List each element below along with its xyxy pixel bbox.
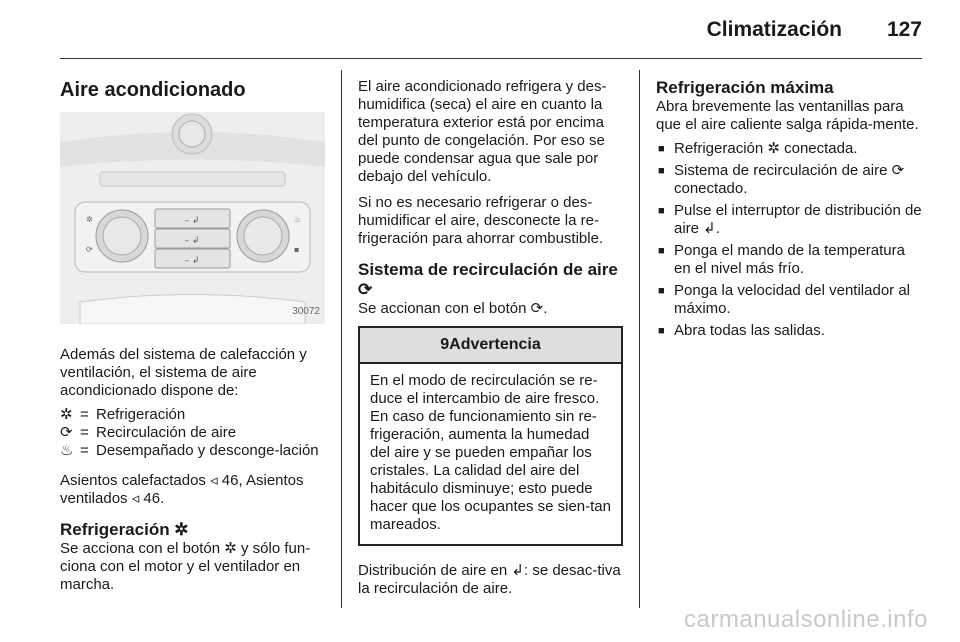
max-cooling-intro: Abra brevemente las ventanillas para que el aire caliente salga rápida-mente. [656, 98, 919, 133]
svg-text:▪: ▪ [294, 245, 300, 254]
header-divider [60, 58, 922, 59]
seats-reference: Asientos calefactados ◃ 46, Asientos ventilados ◃ 46. [60, 472, 304, 507]
warning-text: En el modo de recirculación se re-duce el intercambio de aire fresco. En caso de funcionamiento sin re-frigeración, aumenta la humedad del aire y se pueden empañar los cristales. La calidad del aire del habitáculo disminuye; esto puede hacer que los ocupantes se sien-tan mareados. [370, 372, 611, 533]
page-title: Climatización [706, 18, 842, 41]
refrigeration-text: Se acciona con el botón ✲ y sólo fun-ciona con el motor y el ventilador en marcha. [60, 540, 311, 593]
svg-text:– ↲: – ↲ [184, 256, 200, 266]
column-1 [60, 78, 325, 594]
list-item: ■ Sistema de recirculación de aire ⟳ conectado. [656, 162, 922, 198]
column-3 [656, 78, 922, 344]
legend-list [60, 406, 325, 460]
figure-number: 30072 [292, 306, 320, 317]
svg-text:⟳: ⟳ [86, 245, 93, 254]
ac-description: El aire acondicionado refrigera y des-humidifica (seca) el aire en cuanto la temperatura exterior está por encima del punto de congelación. Por eso se puede condensar agua que sale por debajo del vehículo. [358, 78, 607, 185]
control-panel-figure [60, 112, 325, 324]
refrigeration-heading: Refrigeración ✲ [60, 520, 189, 539]
distribution-text: Distribución de aire en ↲: se desac-tiva la recirculación de aire. [358, 562, 621, 597]
max-cooling-heading: Refrigeración máxima [656, 78, 834, 97]
svg-text:– ↲: – ↲ [184, 236, 200, 246]
legend-item: ♨ = Desempañado y desconge-lación [60, 442, 319, 459]
warning-title: 9Advertencia [360, 328, 621, 364]
svg-text:♨: ♨ [294, 215, 302, 224]
max-cooling-steps [656, 140, 922, 340]
svg-text:✲: ✲ [86, 215, 93, 224]
list-item: ■ Ponga la velocidad del ventilador al máximo. [656, 282, 922, 318]
legend-item: ⟳ = Recirculación de aire [60, 424, 237, 441]
list-item: ■ Refrigeración ✲ conectada. [656, 140, 922, 158]
recirculation-icon: ⟳ [60, 424, 73, 441]
legend-item: ✲ = Refrigeración [60, 406, 186, 423]
recirculation-text: Se accionan con el botón ⟳. [358, 300, 548, 317]
list-item: ■ Ponga el mando de la temperatura en el nivel más frío. [656, 242, 922, 278]
intro-paragraph: Además del sistema de calefacción y ventilación, el sistema de aire acondicionado dispone de: [60, 346, 307, 399]
list-item: ■ Abra todas las salidas. [656, 322, 922, 340]
section-heading: Aire acondicionado [60, 79, 246, 101]
ac-off-paragraph: Si no es necesario refrigerar o des-humidificar el aire, desconecte la re-frigeración para ahorrar combustible. [358, 194, 604, 247]
list-item: ■ Pulse el interruptor de distribución de aire ↲. [656, 202, 922, 238]
control-panel-illustration [60, 112, 325, 324]
recirculation-heading: Sistema de recirculación de aire ⟳ [358, 260, 618, 299]
defrost-icon: ♨ [60, 442, 74, 459]
warning-box [358, 326, 623, 546]
column-2 [358, 78, 623, 598]
snowflake-icon: ✲ [60, 406, 73, 423]
page-number: 127 [886, 18, 922, 41]
watermark: carmanualsonline.info [684, 606, 928, 633]
svg-text:– ↲: – ↲ [184, 216, 200, 226]
column-divider [341, 70, 342, 608]
column-divider [639, 70, 640, 608]
